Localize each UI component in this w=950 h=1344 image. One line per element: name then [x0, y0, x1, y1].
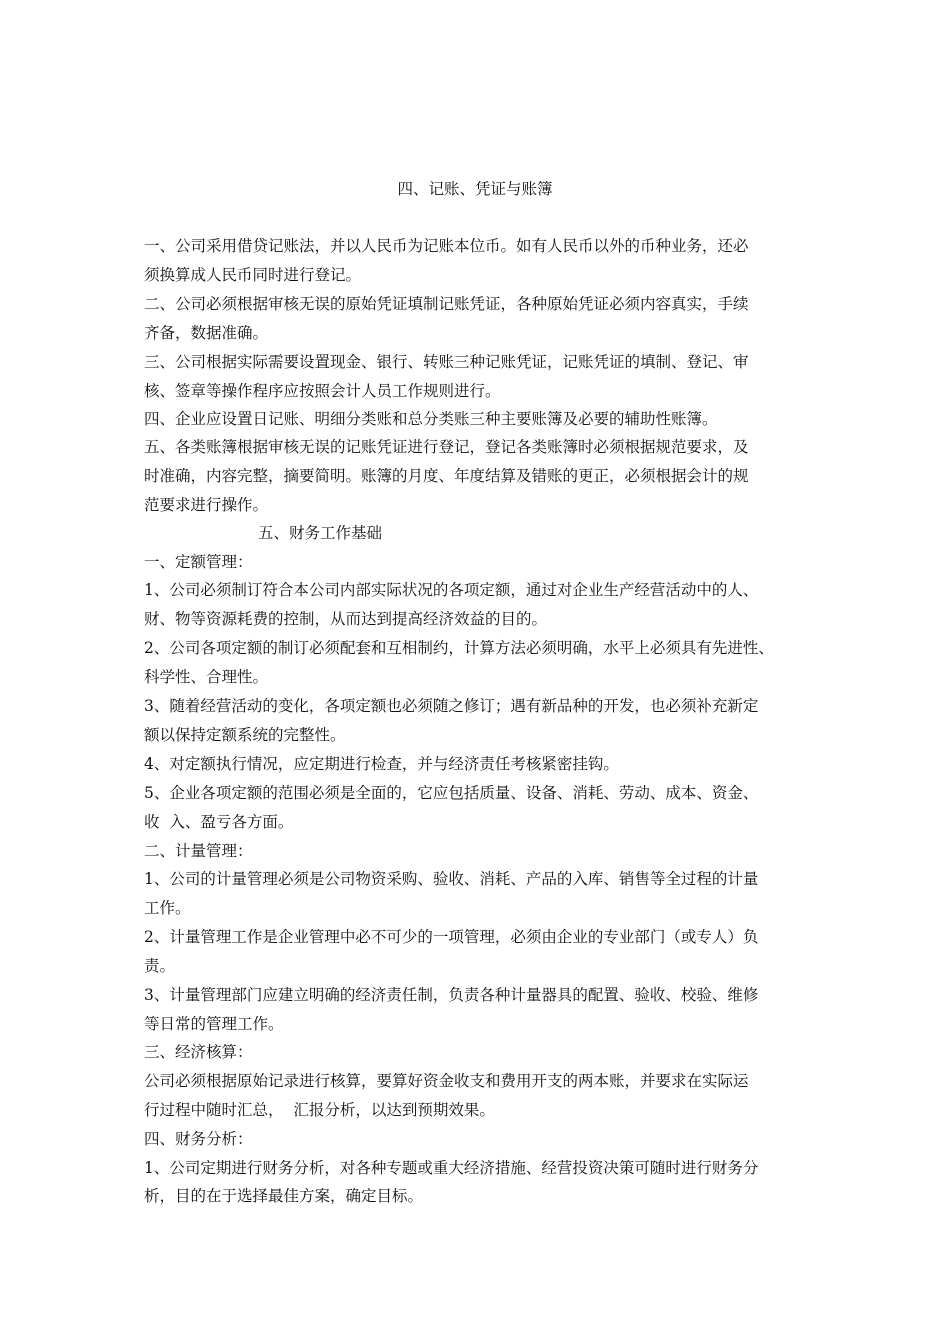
s5-line-12: 1、公司的计量管理必须是公司物资采购、验收、消耗、产品的入库、销售等全过程的计量 [144, 870, 759, 888]
section-5-title: 五、财务工作基础 [258, 524, 383, 542]
s4-line-4: 齐备，数据准确。 [144, 324, 269, 342]
s4-line-3: 二、公司必须根据审核无误的原始凭证填制记账凭证，各种原始凭证必须内容真实，手续 [144, 295, 749, 313]
s5-line-22: 1、公司定期进行财务分析，对各种专题或重大经济措施、经营投资决策可随时进行财务分 [144, 1159, 759, 1177]
s5-line-20: 行过程中随时汇总， 汇报分析，以达到预期效果。 [144, 1101, 495, 1119]
s5-line-14: 2、计量管理工作是企业管理中必不可少的一项管理，必须由企业的专业部门（或专人）负 [144, 928, 759, 946]
s4-line-10: 范要求进行操作。 [144, 496, 269, 514]
s4-line-6: 核、签章等操作程序应按照会计人员工作规则进行。 [144, 382, 501, 400]
s5-line-23: 析，目的在于选择最佳方案，确定目标。 [144, 1187, 424, 1205]
s4-line-9: 时准确，内容完整，摘要简明。账簿的月度、年度结算及错账的更正，必须根据会计的规 [144, 467, 749, 485]
s5-line-5: 科学性、合理性。 [144, 668, 269, 686]
s5-line-17: 等日常的管理工作。 [144, 1015, 284, 1033]
s4-line-7: 四、企业应设置日记账、明细分类账和总分类账三种主要账簿及必要的辅助性账簿。 [144, 410, 718, 428]
s5-line-16: 3、计量管理部门应建立明确的经济责任制，负责各种计量器具的配置、验收、校验、维修 [144, 986, 759, 1004]
s4-line-2: 须换算成人民币同时进行登记。 [144, 266, 362, 284]
s5-line-1: 一、定额管理： [144, 553, 253, 571]
s5-line-21: 四、财务分析： [144, 1130, 253, 1148]
s4-line-1: 一、公司采用借贷记账法，并以人民币为记账本位币。如有人民币以外的币种业务，还必 [144, 237, 749, 255]
s5-line-19: 公司必须根据原始记录进行核算，要算好资金收支和费用开支的两本账，并要求在实际运 [144, 1072, 749, 1090]
s5-line-15: 责。 [144, 957, 176, 975]
s5-line-11: 二、计量管理： [144, 842, 253, 860]
s5-line-3: 财、物等资源耗费的控制，从而达到提高经济效益的目的。 [144, 610, 548, 628]
s4-line-8: 五、各类账簿根据审核无误的记账凭证进行登记，登记各类账簿时必须根据规范要求，及 [144, 438, 749, 456]
s5-line-7: 额以保持定额系统的完整性。 [144, 726, 346, 744]
s5-line-9: 5、企业各项定额的范围必须是全面的，它应包括质量、设备、消耗、劳动、成本、资金、 [144, 784, 759, 802]
s5-line-4: 2、公司各项定额的制订必须配套和互相制约，计算方法必须明确，水平上必须具有先进性、 [144, 639, 774, 657]
s5-line-2: 1、公司必须制订符合本公司内部实际状况的各项定额，通过对企业生产经营活动中的人、 [144, 581, 759, 599]
s5-line-13: 工作。 [144, 899, 191, 917]
s5-line-18: 三、经济核算： [144, 1043, 253, 1061]
section-4-title: 四、记账、凭证与账簿 [397, 180, 553, 198]
s5-line-6: 3、随着经营活动的变化，各项定额也必须随之修订；遇有新品种的开发，也必须补充新定 [144, 697, 759, 715]
s5-line-8: 4、对定额执行情况，应定期进行检查，并与经济责任考核紧密挂钩。 [144, 755, 619, 773]
s5-line-10: 收 入、盈亏各方面。 [144, 813, 294, 831]
s4-line-5: 三、公司根据实际需要设置现金、银行、转账三种记账凭证，记账凭证的填制、登记、审 [144, 353, 749, 371]
